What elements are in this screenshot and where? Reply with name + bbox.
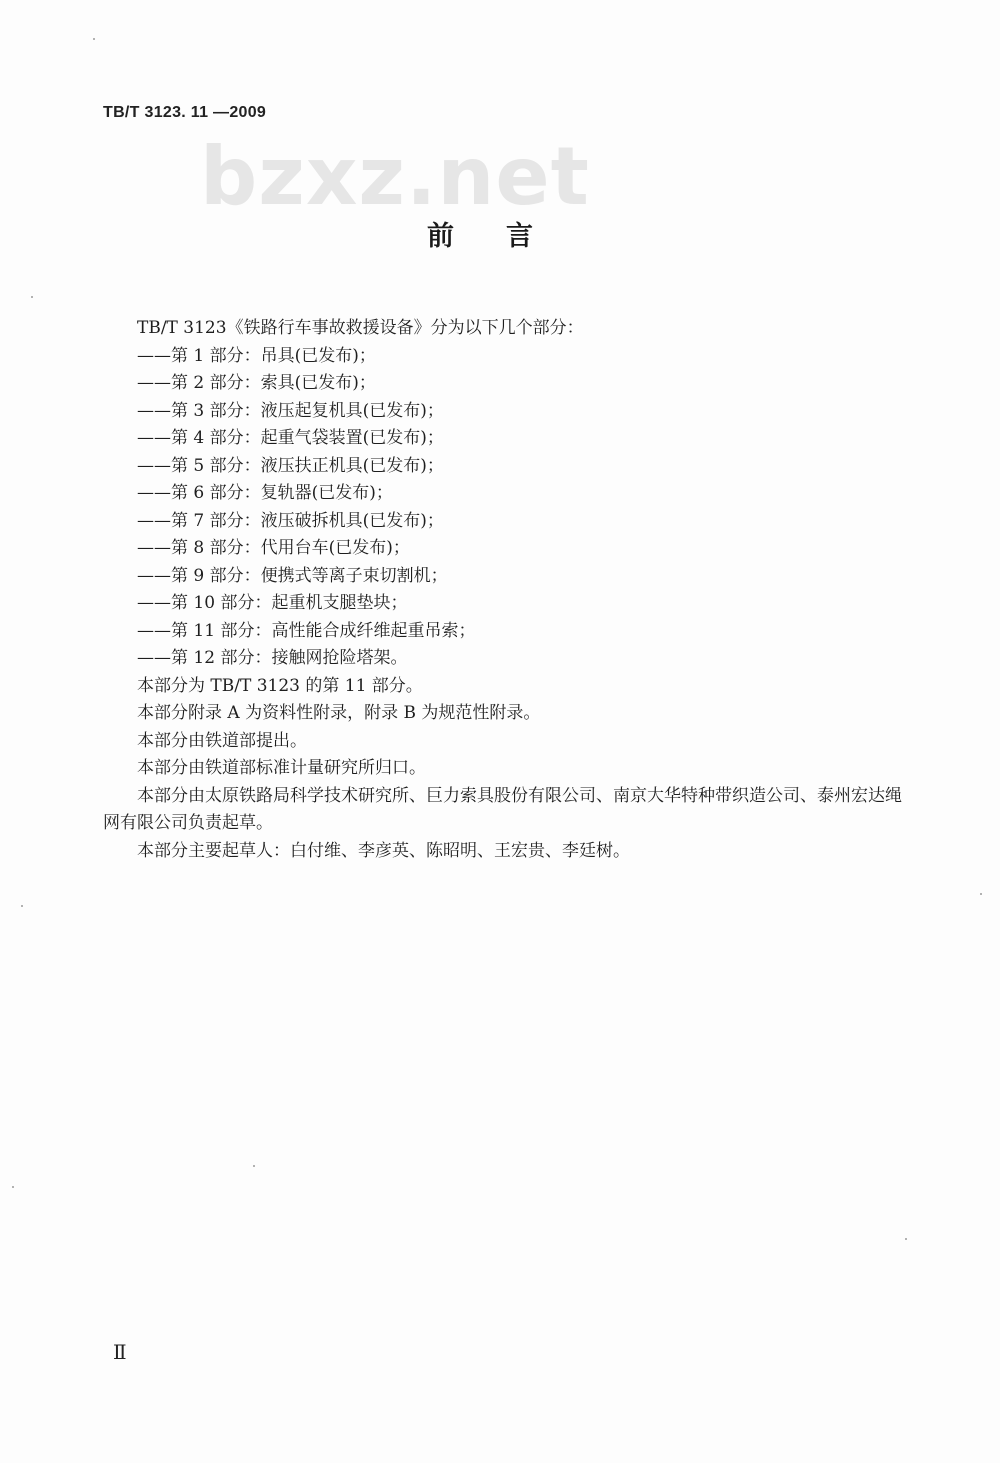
watermark: bzxz.net [200,130,590,223]
list-item: ——第 11 部分：高性能合成纤维起重吊索； [137,620,476,641]
scan-speck [93,38,95,40]
scan-speck [12,1186,14,1188]
scan-speck [905,1238,907,1240]
list-item: ——第 12 部分：接触网抢险塔架。 [137,648,408,668]
proposer-paragraph: 本部分由铁道部提出。 [137,730,307,751]
scan-speck [21,905,23,907]
part-designation-paragraph: 本部分为 TB/T 3123 的第 11 部分。 [137,675,423,696]
list-item: ——第 1 部分：吊具(已发布)； [137,345,376,366]
list-item: ——第 9 部分：便携式等离子束切割机； [137,565,448,586]
list-item: ——第 8 部分：代用台车(已发布)； [137,538,410,558]
list-item: ——第 6 部分：复轨器(已发布)； [137,483,393,503]
page-number: Ⅱ [113,1340,127,1364]
list-item: ——第 4 部分：起重气袋装置(已发布)； [137,428,444,448]
foreword-body [103,315,915,865]
drafters-paragraph: 本部分主要起草人：白付维、李彦英、陈昭明、王宏贵、李廷树。 [137,840,630,861]
list-item: ——第 5 部分：液压扶正机具(已发布)； [137,455,444,476]
parts-list [103,343,915,673]
scan-speck [31,296,33,298]
drafting-units-paragraph: 本部分由太原铁路局科学技术研究所、巨力索具股份有限公司、南京大华特种带织造公司、泰州宏达绳网有限公司负责起草。 [103,785,902,833]
list-item: ——第 2 部分：索具(已发布)； [137,373,376,393]
standard-code-header: TB/T 3123. 11 —2009 [103,104,267,121]
annex-paragraph: 本部分附录 A 为资料性附录，附录 B 为规范性附录。 [137,703,541,723]
list-item: ——第 7 部分：液压破拆机具(已发布)； [137,510,444,531]
list-item: ——第 3 部分：液压起复机具(已发布)； [137,400,444,421]
scan-speck [980,893,982,895]
intro-paragraph: TB/T 3123《铁路行车事故救援设备》分为以下几个部分： [137,318,584,338]
page-title: 前言 [427,221,585,252]
scan-speck [253,1165,255,1167]
list-item: ——第 10 部分：起重机支腿垫块； [137,593,408,613]
centralized-unit-paragraph: 本部分由铁道部标准计量研究所归口。 [137,758,426,778]
